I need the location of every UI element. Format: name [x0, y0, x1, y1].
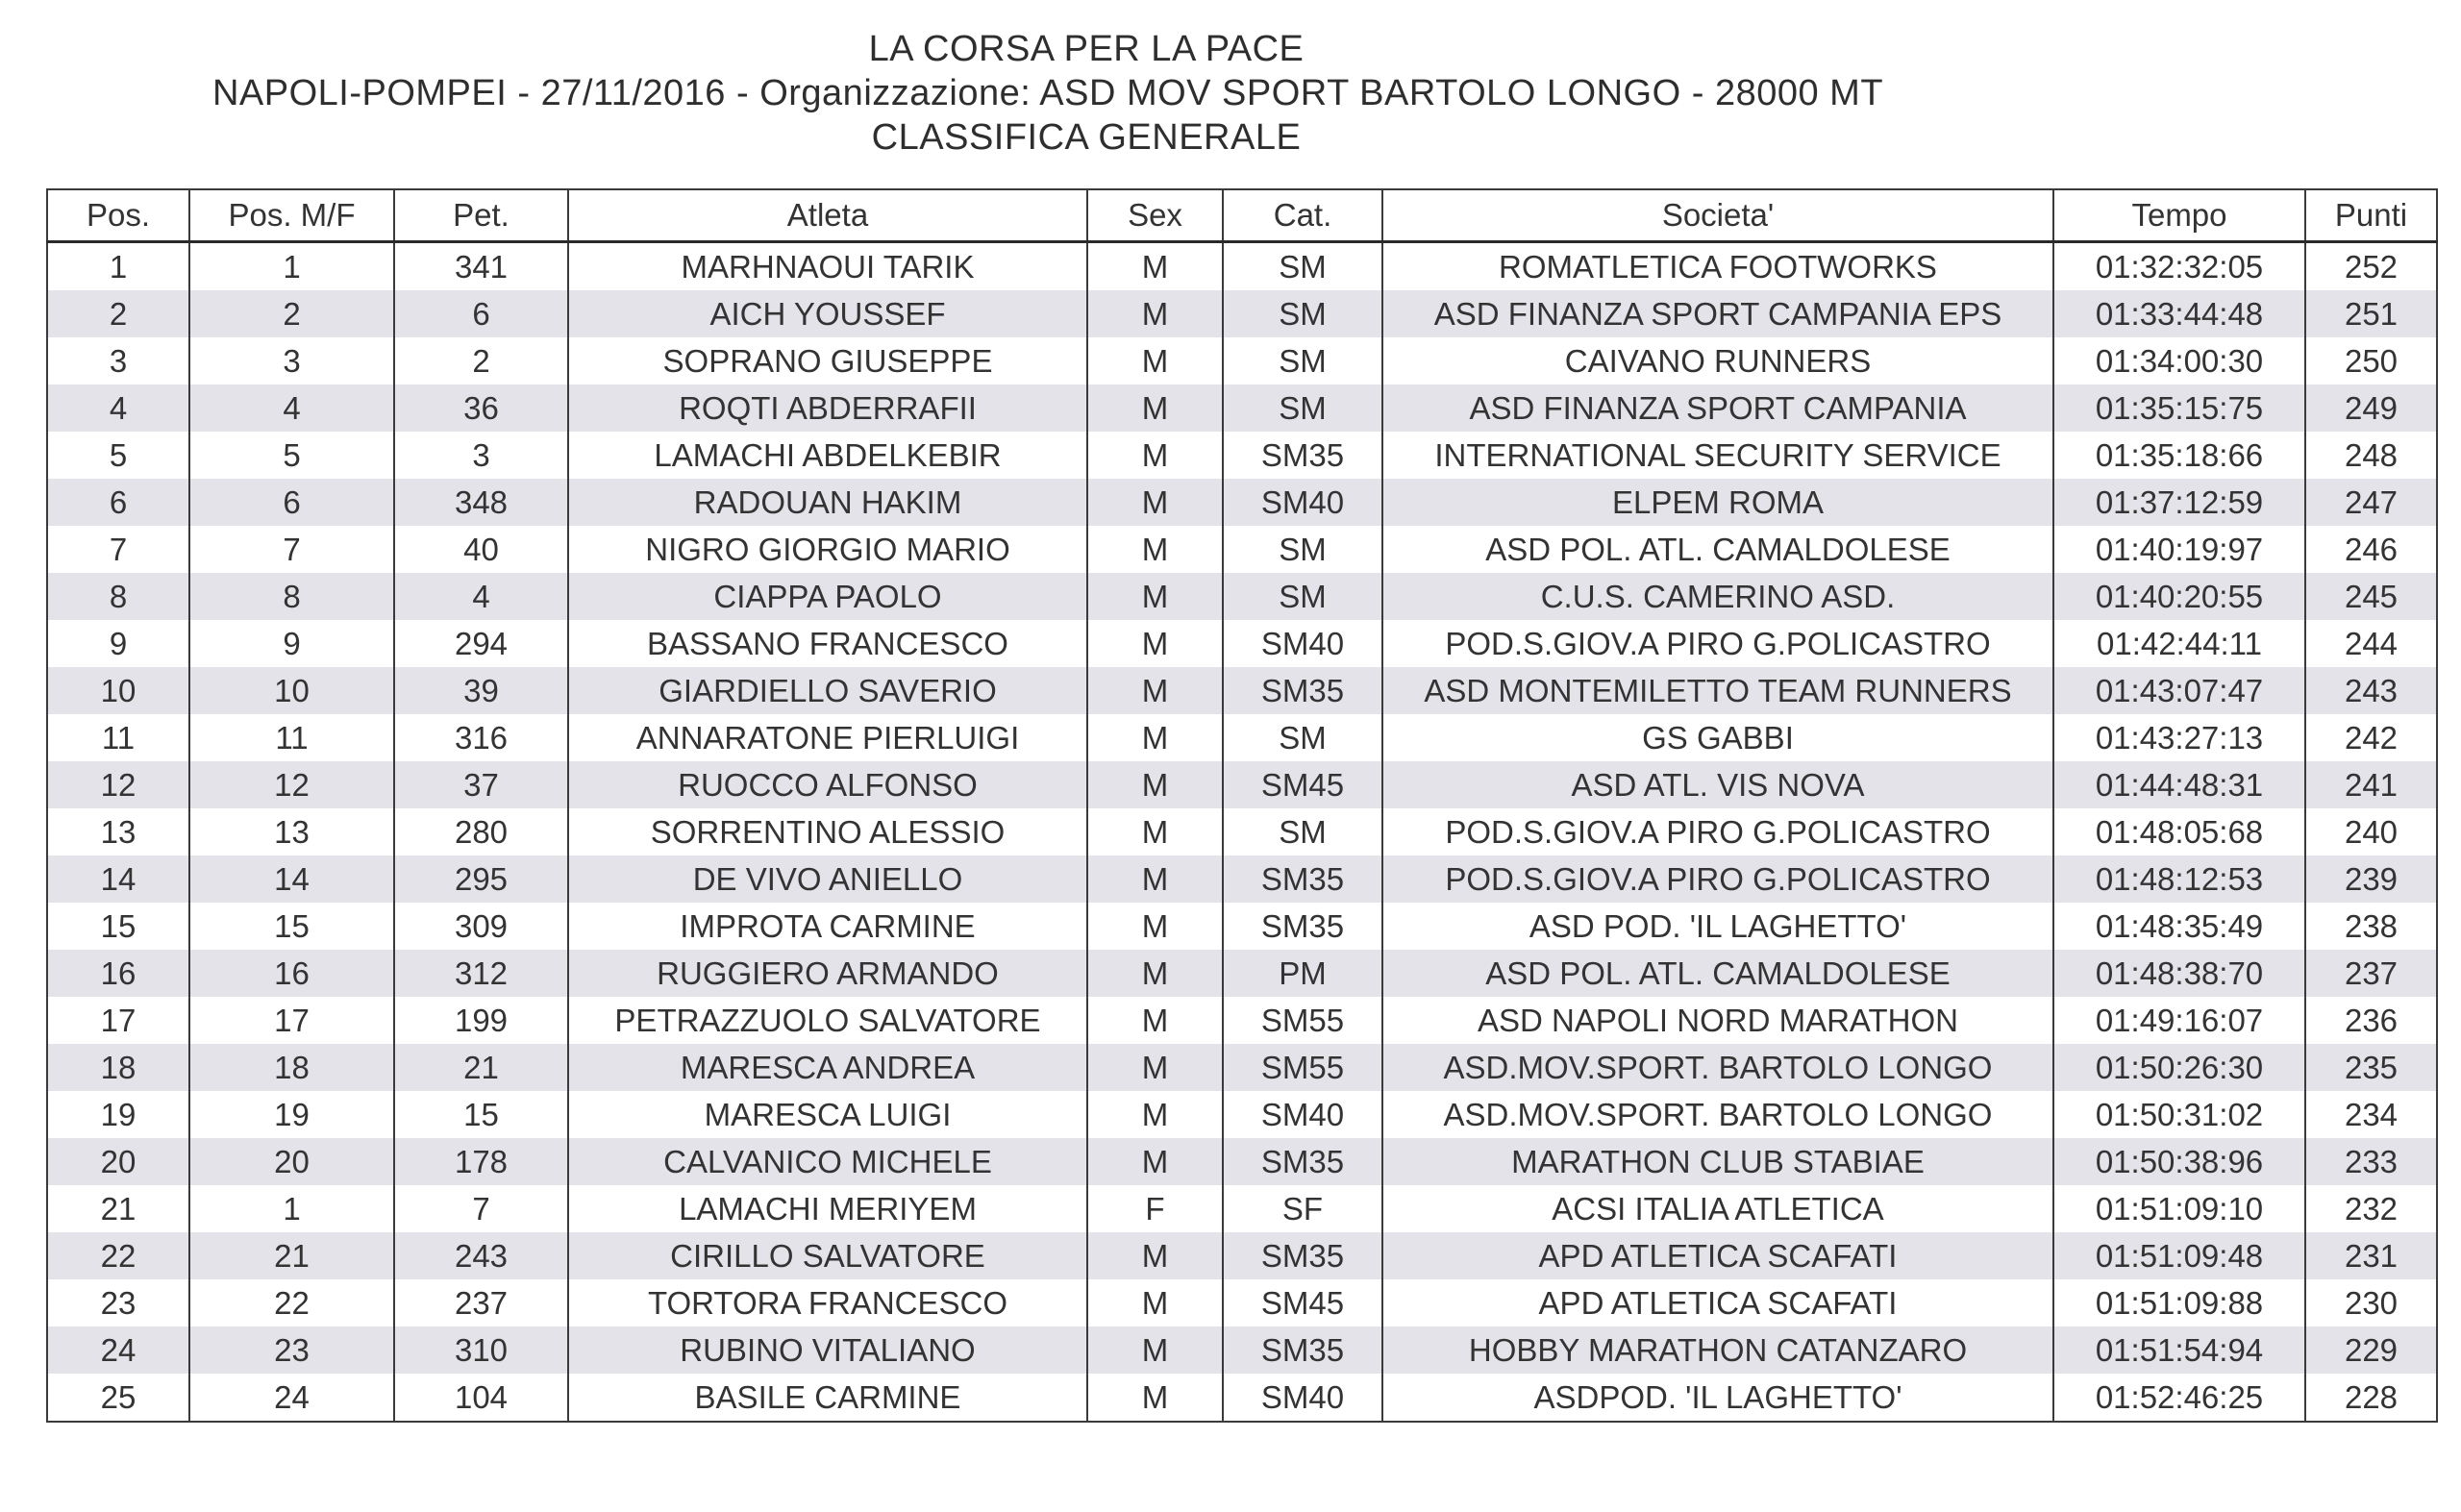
cell-pos: 5: [47, 432, 189, 479]
cell-category: SM: [1223, 337, 1382, 384]
table-row: [47, 526, 2437, 573]
cell-bib: 7: [394, 1185, 568, 1232]
cell-points: 237: [2305, 950, 2437, 997]
cell-sex: M: [1087, 432, 1223, 479]
cell-pos: 17: [47, 997, 189, 1044]
cell-time: 01:44:48:31: [2053, 761, 2305, 808]
table-row: [47, 1279, 2437, 1326]
cell-points: 236: [2305, 997, 2437, 1044]
table-row: [47, 1232, 2437, 1279]
cell-sex: M: [1087, 573, 1223, 620]
table-row: [47, 855, 2437, 903]
cell-points: 248: [2305, 432, 2437, 479]
cell-pos: 25: [47, 1374, 189, 1422]
cell-club: C.U.S. CAMERINO ASD.: [1382, 573, 2053, 620]
cell-points: 242: [2305, 714, 2437, 761]
cell-bib: 280: [394, 808, 568, 855]
table-row: [47, 1091, 2437, 1138]
table-row: [47, 620, 2437, 667]
cell-pos-mf: 21: [189, 1232, 394, 1279]
cell-athlete: ROQTI ABDERRAFII: [568, 384, 1087, 432]
column-header-pos-mf: Pos. M/F: [189, 189, 394, 242]
cell-sex: M: [1087, 384, 1223, 432]
column-header-pos: Pos.: [47, 189, 189, 242]
column-header-sex: Sex: [1087, 189, 1223, 242]
table-row: [47, 1138, 2437, 1185]
cell-athlete: SORRENTINO ALESSIO: [568, 808, 1087, 855]
cell-time: 01:52:46:25: [2053, 1374, 2305, 1422]
cell-category: SM: [1223, 714, 1382, 761]
cell-points: 251: [2305, 290, 2437, 337]
cell-sex: M: [1087, 997, 1223, 1044]
cell-time: 01:48:38:70: [2053, 950, 2305, 997]
cell-category: SM35: [1223, 432, 1382, 479]
cell-club: POD.S.GIOV.A PIRO G.POLICASTRO: [1382, 808, 2053, 855]
cell-pos: 22: [47, 1232, 189, 1279]
cell-points: 232: [2305, 1185, 2437, 1232]
cell-category: PM: [1223, 950, 1382, 997]
cell-category: SM40: [1223, 620, 1382, 667]
cell-time: 01:33:44:48: [2053, 290, 2305, 337]
cell-pos-mf: 3: [189, 337, 394, 384]
cell-points: 233: [2305, 1138, 2437, 1185]
cell-sex: M: [1087, 526, 1223, 573]
cell-athlete: BASSANO FRANCESCO: [568, 620, 1087, 667]
cell-pos: 14: [47, 855, 189, 903]
cell-bib: 6: [394, 290, 568, 337]
cell-points: 240: [2305, 808, 2437, 855]
cell-athlete: RADOUAN HAKIM: [568, 479, 1087, 526]
cell-sex: M: [1087, 290, 1223, 337]
cell-club: ROMATLETICA FOOTWORKS: [1382, 242, 2053, 291]
cell-points: 245: [2305, 573, 2437, 620]
cell-category: SM35: [1223, 1326, 1382, 1374]
cell-time: 01:51:09:10: [2053, 1185, 2305, 1232]
cell-sex: M: [1087, 1279, 1223, 1326]
table-row: [47, 479, 2437, 526]
cell-time: 01:48:12:53: [2053, 855, 2305, 903]
cell-club: ASDPOD. 'IL LAGHETTO': [1382, 1374, 2053, 1422]
cell-sex: M: [1087, 1232, 1223, 1279]
cell-pos-mf: 20: [189, 1138, 394, 1185]
cell-points: 239: [2305, 855, 2437, 903]
cell-sex: M: [1087, 479, 1223, 526]
cell-points: 228: [2305, 1374, 2437, 1422]
results-body: [47, 242, 2437, 1423]
cell-athlete: DE VIVO ANIELLO: [568, 855, 1087, 903]
cell-bib: 316: [394, 714, 568, 761]
cell-pos-mf: 11: [189, 714, 394, 761]
cell-points: 243: [2305, 667, 2437, 714]
cell-bib: 341: [394, 242, 568, 291]
cell-pos: 23: [47, 1279, 189, 1326]
cell-pos: 15: [47, 903, 189, 950]
cell-points: 231: [2305, 1232, 2437, 1279]
cell-bib: 312: [394, 950, 568, 997]
table-row: [47, 290, 2437, 337]
event-subtitle: NAPOLI-POMPEI - 27/11/2016 - Organizzazione: ASD MOV SPORT BARTOLO LONGO - 28000 MT: [211, 73, 1884, 113]
cell-time: 01:50:26:30: [2053, 1044, 2305, 1091]
cell-category: SM35: [1223, 1232, 1382, 1279]
cell-sex: M: [1087, 1044, 1223, 1091]
cell-pos: 8: [47, 573, 189, 620]
cell-pos: 2: [47, 290, 189, 337]
cell-athlete: BASILE CARMINE: [568, 1374, 1087, 1422]
cell-pos: 6: [47, 479, 189, 526]
cell-bib: 4: [394, 573, 568, 620]
cell-category: SM: [1223, 290, 1382, 337]
cell-pos-mf: 15: [189, 903, 394, 950]
cell-category: SM55: [1223, 1044, 1382, 1091]
table-row: [47, 242, 2437, 291]
cell-athlete: MARESCA ANDREA: [568, 1044, 1087, 1091]
cell-pos-mf: 23: [189, 1326, 394, 1374]
column-header-club: Societa': [1382, 189, 2053, 242]
table-row: [47, 714, 2437, 761]
cell-category: SM: [1223, 242, 1382, 291]
cell-pos-mf: 16: [189, 950, 394, 997]
cell-sex: M: [1087, 714, 1223, 761]
cell-club: ASD POD. 'IL LAGHETTO': [1382, 903, 2053, 950]
cell-pos-mf: 24: [189, 1374, 394, 1422]
ranking-title: CLASSIFICA GENERALE: [871, 117, 1302, 158]
cell-bib: 243: [394, 1232, 568, 1279]
cell-bib: 37: [394, 761, 568, 808]
cell-points: 241: [2305, 761, 2437, 808]
cell-pos-mf: 22: [189, 1279, 394, 1326]
cell-bib: 295: [394, 855, 568, 903]
cell-athlete: PETRAZZUOLO SALVATORE: [568, 997, 1087, 1044]
cell-pos-mf: 9: [189, 620, 394, 667]
cell-pos-mf: 12: [189, 761, 394, 808]
table-header-row: [47, 189, 2437, 242]
column-header-athlete: Atleta: [568, 189, 1087, 242]
cell-pos-mf: 6: [189, 479, 394, 526]
cell-sex: M: [1087, 1374, 1223, 1422]
cell-pos-mf: 14: [189, 855, 394, 903]
table-row: [47, 667, 2437, 714]
cell-athlete: CALVANICO MICHELE: [568, 1138, 1087, 1185]
cell-category: SM45: [1223, 761, 1382, 808]
cell-pos-mf: 19: [189, 1091, 394, 1138]
cell-pos-mf: 1: [189, 242, 394, 291]
cell-bib: 237: [394, 1279, 568, 1326]
cell-time: 01:51:09:48: [2053, 1232, 2305, 1279]
cell-bib: 39: [394, 667, 568, 714]
cell-points: 246: [2305, 526, 2437, 573]
table-row: [47, 432, 2437, 479]
cell-pos: 13: [47, 808, 189, 855]
cell-points: 238: [2305, 903, 2437, 950]
cell-bib: 178: [394, 1138, 568, 1185]
cell-sex: M: [1087, 337, 1223, 384]
cell-category: SM: [1223, 384, 1382, 432]
cell-club: ASD.MOV.SPORT. BARTOLO LONGO: [1382, 1044, 2053, 1091]
cell-points: 250: [2305, 337, 2437, 384]
cell-club: ASD FINANZA SPORT CAMPANIA EPS: [1382, 290, 2053, 337]
cell-club: APD ATLETICA SCAFATI: [1382, 1279, 2053, 1326]
cell-time: 01:32:32:05: [2053, 242, 2305, 291]
cell-time: 01:51:09:88: [2053, 1279, 2305, 1326]
cell-category: SM40: [1223, 479, 1382, 526]
cell-pos-mf: 18: [189, 1044, 394, 1091]
table-row: [47, 761, 2437, 808]
cell-sex: M: [1087, 808, 1223, 855]
cell-time: 01:35:15:75: [2053, 384, 2305, 432]
cell-pos-mf: 7: [189, 526, 394, 573]
cell-pos: 24: [47, 1326, 189, 1374]
cell-athlete: SOPRANO GIUSEPPE: [568, 337, 1087, 384]
cell-bib: 15: [394, 1091, 568, 1138]
table-row: [47, 903, 2437, 950]
cell-pos-mf: 8: [189, 573, 394, 620]
cell-pos: 10: [47, 667, 189, 714]
cell-club: ASD.MOV.SPORT. BARTOLO LONGO: [1382, 1091, 2053, 1138]
cell-category: SF: [1223, 1185, 1382, 1232]
cell-time: 01:49:16:07: [2053, 997, 2305, 1044]
cell-time: 01:35:18:66: [2053, 432, 2305, 479]
cell-sex: M: [1087, 667, 1223, 714]
cell-pos-mf: 5: [189, 432, 394, 479]
cell-pos: 20: [47, 1138, 189, 1185]
table-row: [47, 1044, 2437, 1091]
cell-athlete: MARESCA LUIGI: [568, 1091, 1087, 1138]
column-header-category: Cat.: [1223, 189, 1382, 242]
cell-pos: 19: [47, 1091, 189, 1138]
cell-category: SM35: [1223, 1138, 1382, 1185]
cell-bib: 40: [394, 526, 568, 573]
cell-sex: M: [1087, 950, 1223, 997]
cell-category: SM45: [1223, 1279, 1382, 1326]
cell-time: 01:48:35:49: [2053, 903, 2305, 950]
cell-club: ACSI ITALIA ATLETICA: [1382, 1185, 2053, 1232]
cell-time: 01:50:31:02: [2053, 1091, 2305, 1138]
cell-bib: 310: [394, 1326, 568, 1374]
cell-category: SM55: [1223, 997, 1382, 1044]
cell-pos: 1: [47, 242, 189, 291]
column-header-bib: Pet.: [394, 189, 568, 242]
table-row: [47, 1185, 2437, 1232]
cell-athlete: GIARDIELLO SAVERIO: [568, 667, 1087, 714]
cell-athlete: NIGRO GIORGIO MARIO: [568, 526, 1087, 573]
cell-pos: 18: [47, 1044, 189, 1091]
cell-athlete: LAMACHI MERIYEM: [568, 1185, 1087, 1232]
cell-pos: 9: [47, 620, 189, 667]
cell-category: SM40: [1223, 1374, 1382, 1422]
cell-athlete: CIRILLO SALVATORE: [568, 1232, 1087, 1279]
cell-time: 01:43:07:47: [2053, 667, 2305, 714]
cell-pos: 21: [47, 1185, 189, 1232]
cell-pos-mf: 17: [189, 997, 394, 1044]
table-row: [47, 1374, 2437, 1422]
cell-sex: M: [1087, 242, 1223, 291]
cell-bib: 3: [394, 432, 568, 479]
cell-sex: M: [1087, 903, 1223, 950]
cell-club: MARATHON CLUB STABIAE: [1382, 1138, 2053, 1185]
cell-sex: F: [1087, 1185, 1223, 1232]
cell-athlete: IMPROTA CARMINE: [568, 903, 1087, 950]
cell-club: ASD POL. ATL. CAMALDOLESE: [1382, 950, 2053, 997]
cell-time: 01:48:05:68: [2053, 808, 2305, 855]
cell-category: SM35: [1223, 903, 1382, 950]
cell-pos-mf: 2: [189, 290, 394, 337]
cell-time: 01:34:00:30: [2053, 337, 2305, 384]
cell-athlete: RUBINO VITALIANO: [568, 1326, 1087, 1374]
cell-athlete: TORTORA FRANCESCO: [568, 1279, 1087, 1326]
cell-category: SM35: [1223, 667, 1382, 714]
cell-pos: 7: [47, 526, 189, 573]
cell-points: 234: [2305, 1091, 2437, 1138]
cell-category: SM40: [1223, 1091, 1382, 1138]
cell-pos: 11: [47, 714, 189, 761]
cell-time: 01:40:20:55: [2053, 573, 2305, 620]
cell-category: SM: [1223, 526, 1382, 573]
cell-sex: M: [1087, 1326, 1223, 1374]
cell-time: 01:51:54:94: [2053, 1326, 2305, 1374]
cell-athlete: CIAPPA PAOLO: [568, 573, 1087, 620]
cell-club: GS GABBI: [1382, 714, 2053, 761]
cell-club: CAIVANO RUNNERS: [1382, 337, 2053, 384]
cell-sex: M: [1087, 1138, 1223, 1185]
cell-bib: 199: [394, 997, 568, 1044]
cell-points: 252: [2305, 242, 2437, 291]
cell-bib: 309: [394, 903, 568, 950]
cell-bib: 2: [394, 337, 568, 384]
table-row: [47, 808, 2437, 855]
cell-bib: 21: [394, 1044, 568, 1091]
cell-athlete: AICH YOUSSEF: [568, 290, 1087, 337]
cell-club: ASD MONTEMILETTO TEAM RUNNERS: [1382, 667, 2053, 714]
cell-sex: M: [1087, 761, 1223, 808]
table-row: [47, 573, 2437, 620]
cell-bib: 348: [394, 479, 568, 526]
cell-category: SM: [1223, 808, 1382, 855]
cell-athlete: MARHNAOUI TARIK: [568, 242, 1087, 291]
cell-pos-mf: 13: [189, 808, 394, 855]
cell-pos-mf: 1: [189, 1185, 394, 1232]
cell-bib: 104: [394, 1374, 568, 1422]
results-table: [46, 188, 2438, 1423]
cell-club: INTERNATIONAL SECURITY SERVICE: [1382, 432, 2053, 479]
cell-time: 01:50:38:96: [2053, 1138, 2305, 1185]
cell-time: 01:42:44:11: [2053, 620, 2305, 667]
cell-points: 247: [2305, 479, 2437, 526]
table-row: [47, 950, 2437, 997]
cell-club: ELPEM ROMA: [1382, 479, 2053, 526]
table-row: [47, 997, 2437, 1044]
cell-athlete: ANNARATONE PIERLUIGI: [568, 714, 1087, 761]
cell-athlete: RUGGIERO ARMANDO: [568, 950, 1087, 997]
column-header-points: Punti: [2305, 189, 2437, 242]
cell-sex: M: [1087, 1091, 1223, 1138]
cell-pos: 4: [47, 384, 189, 432]
cell-bib: 36: [394, 384, 568, 432]
cell-pos-mf: 4: [189, 384, 394, 432]
cell-club: ASD ATL. VIS NOVA: [1382, 761, 2053, 808]
cell-athlete: LAMACHI ABDELKEBIR: [568, 432, 1087, 479]
column-header-time: Tempo: [2053, 189, 2305, 242]
cell-pos: 16: [47, 950, 189, 997]
table-row: [47, 337, 2437, 384]
cell-pos-mf: 10: [189, 667, 394, 714]
table-row: [47, 384, 2437, 432]
cell-category: SM35: [1223, 855, 1382, 903]
cell-pos: 3: [47, 337, 189, 384]
cell-pos: 12: [47, 761, 189, 808]
cell-club: APD ATLETICA SCAFATI: [1382, 1232, 2053, 1279]
cell-club: ASD FINANZA SPORT CAMPANIA: [1382, 384, 2053, 432]
cell-points: 229: [2305, 1326, 2437, 1374]
cell-athlete: RUOCCO ALFONSO: [568, 761, 1087, 808]
cell-time: 01:40:19:97: [2053, 526, 2305, 573]
cell-category: SM: [1223, 573, 1382, 620]
table-row: [47, 1326, 2437, 1374]
event-title: LA CORSA PER LA PACE: [868, 29, 1305, 69]
cell-time: 01:37:12:59: [2053, 479, 2305, 526]
cell-sex: M: [1087, 855, 1223, 903]
cell-club: POD.S.GIOV.A PIRO G.POLICASTRO: [1382, 855, 2053, 903]
cell-time: 01:43:27:13: [2053, 714, 2305, 761]
cell-points: 249: [2305, 384, 2437, 432]
document-header: [0, 27, 2096, 160]
cell-points: 244: [2305, 620, 2437, 667]
cell-club: HOBBY MARATHON CATANZARO: [1382, 1326, 2053, 1374]
cell-club: ASD NAPOLI NORD MARATHON: [1382, 997, 2053, 1044]
cell-club: POD.S.GIOV.A PIRO G.POLICASTRO: [1382, 620, 2053, 667]
cell-bib: 294: [394, 620, 568, 667]
cell-points: 230: [2305, 1279, 2437, 1326]
cell-club: ASD POL. ATL. CAMALDOLESE: [1382, 526, 2053, 573]
cell-points: 235: [2305, 1044, 2437, 1091]
cell-sex: M: [1087, 620, 1223, 667]
